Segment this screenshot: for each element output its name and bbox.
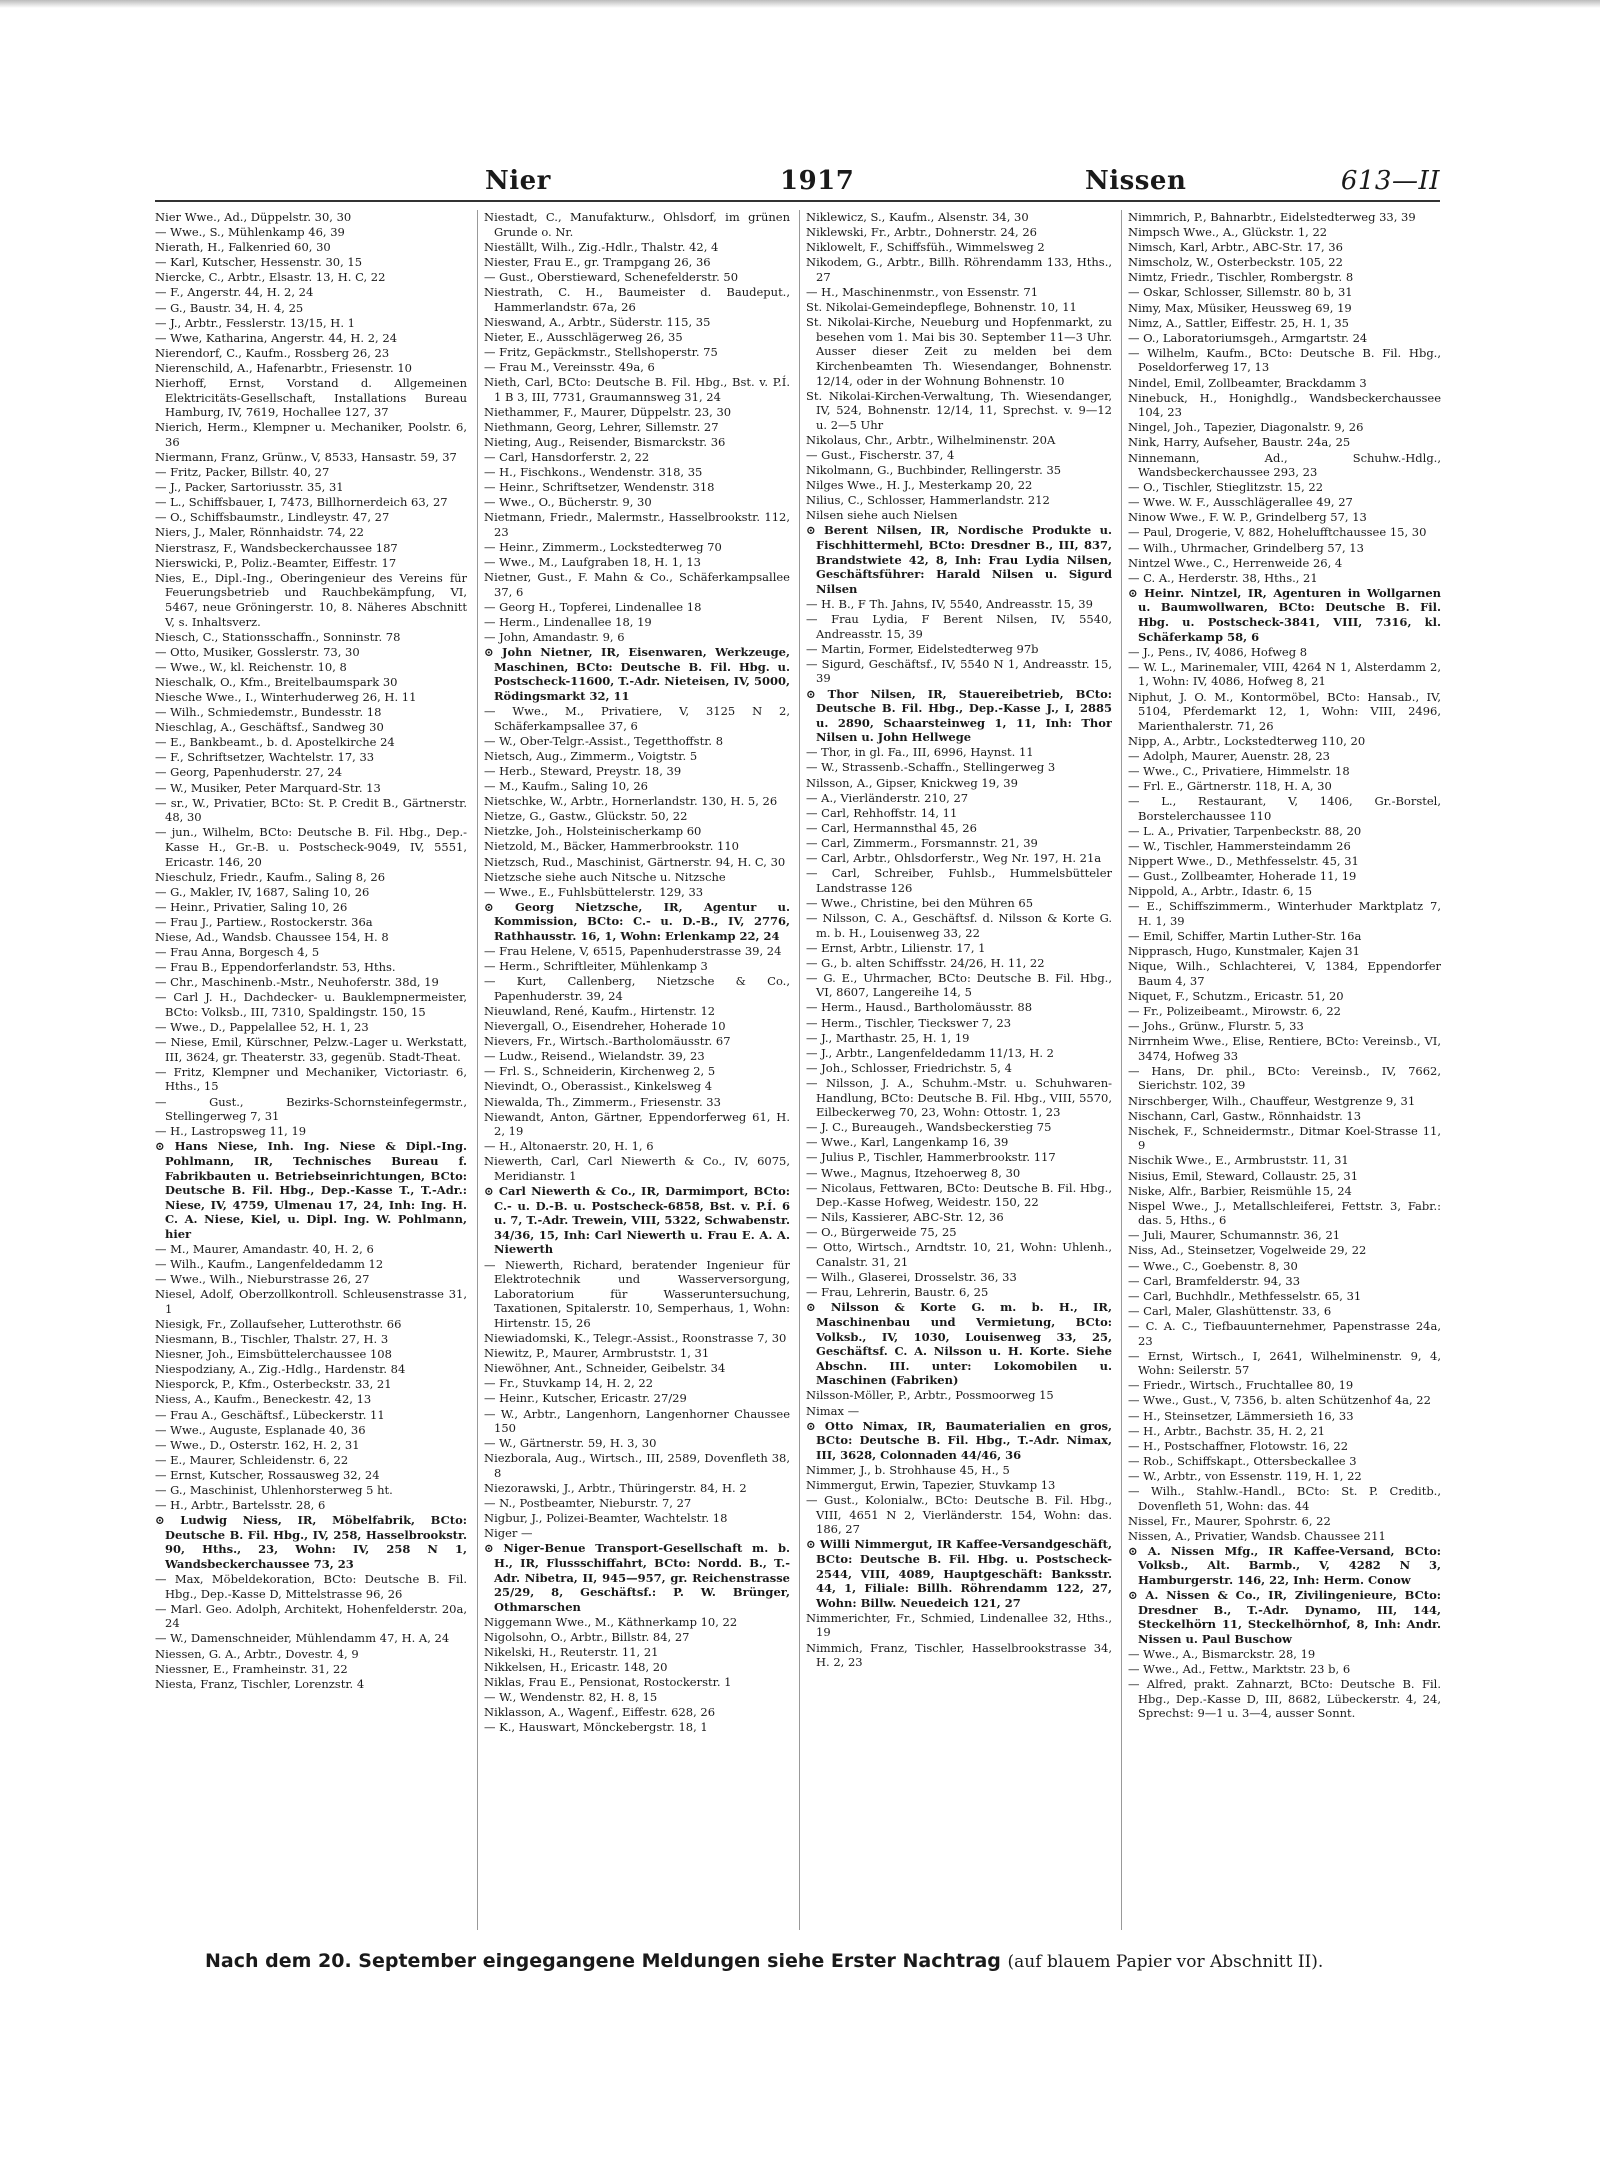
directory-entry: — Frau M., Vereinsstr. 49a, 6 bbox=[484, 359, 655, 374]
directory-entry: — Otto, Musiker, Gosslerstr. 73, 30 bbox=[155, 644, 360, 659]
directory-entry: — G., Maschinist, Uhlenhorsterweg 5 ht. bbox=[155, 1482, 393, 1497]
directory-entry: — Oskar, Schlosser, Sillemstr. 80 b, 31 bbox=[1128, 285, 1353, 300]
directory-entry: Nippold, A., Arbtr., Idastr. 6, 15 bbox=[1128, 884, 1313, 899]
directory-entry: — Wwe., Karl, Langenkamp 16, 39 bbox=[806, 1135, 1009, 1150]
directory-entry: — G., Baustr. 34, H. 4, 25 bbox=[155, 300, 304, 315]
directory-entry: Niermann, Franz, Grünw., V, 8533, Hansastr. 59, 37 bbox=[155, 450, 457, 464]
directory-entry: — Carl, Schreiber, Fuhlsb., Hummelsbütteler Landstrasse 126 bbox=[806, 866, 1112, 895]
directory-entry: — Friedr., Wirtsch., Fruchtallee 80, 19 bbox=[1128, 1378, 1354, 1393]
directory-entry: — H., Postschaffner, Flotowstr. 16, 22 bbox=[1128, 1438, 1349, 1453]
directory-entry: — Carl, Maler, Glashüttenstr. 33, 6 bbox=[1128, 1303, 1332, 1318]
directory-entry: — Marl. Geo. Adolph, Architekt, Hohenfelderstr. 20a, 24 bbox=[155, 1601, 467, 1631]
directory-entry: — Fr., Stuvkamp 14, H. 2, 22 bbox=[484, 1376, 654, 1391]
directory-entry: Nierich, Herm., Klempner u. Mechaniker, Poolstr. 6, 36 bbox=[155, 420, 467, 449]
directory-entry: ⊙ Berent Nilsen, IR, Nordische Produkte u. Fischhittermehl, BCto: Dresdner B., III, 837, Brandstwiete 42, 8, Inh: Frau Lydia Nilsen, Geschäftsführer: Harald Nilsen u. Sigurd Nilsen bbox=[806, 523, 1112, 596]
directory-entry: Niesta, Franz, Tischler, Lorenzstr. 4 bbox=[155, 1676, 365, 1691]
directory-columns bbox=[155, 210, 1440, 1930]
directory-page bbox=[155, 160, 1440, 2060]
directory-entry: — jun., Wilhelm, BCto: Deutsche B. Fil. Hbg., Dep.-Kasse H., Gr.-B. u. Postscheck-9049, IV, 5551, Ericastr. 146, 20 bbox=[155, 825, 467, 869]
directory-entry: — Wilh., Glaserei, Drosselstr. 36, 33 bbox=[806, 1270, 1017, 1285]
directory-entry: Nique, Wilh., Schlachterei, V, 1384, Eppendorfer Baum 4, 37 bbox=[1128, 959, 1441, 988]
directory-entry: Niester, Frau E., gr. Trampgang 26, 36 bbox=[484, 254, 711, 269]
directory-entry: — Heinr., Schriftsetzer, Wendenstr. 318 bbox=[484, 480, 715, 495]
directory-entry: — O., Schiffsbaumstr., Lindleystr. 47, 27 bbox=[155, 510, 390, 525]
directory-entry: Nietzsche siehe auch Nitsche u. Nitzsche bbox=[484, 869, 726, 884]
directory-entry: Niethmann, Georg, Lehrer, Sillemstr. 27 bbox=[484, 419, 719, 434]
directory-entry: — Julius P., Tischler, Hammerbrookstr. 117 bbox=[806, 1150, 1056, 1165]
directory-entry: Nissel, Fr., Maurer, Spohrstr. 6, 22 bbox=[1128, 1513, 1331, 1528]
directory-entry: — G., Makler, IV, 1687, Saling 10, 26 bbox=[155, 884, 370, 899]
directory-entry: ⊙ Willi Nimmergut, IR Kaffee-Versandgeschäft, BCto: Deutsche B. Fil. Hbg. u. Postscheck-2544, VIII, 4089, Hauptgeschäft: Banksstr. 44, 1, Filiale: Billh. Röhrendamm 122, 27, Wohn: Billw. Neuedeich 121, 27 bbox=[806, 1537, 1112, 1610]
directory-entry: ⊙ A. Nissen & Co., IR, Zivilingenieure, BCto: Dresdner B., T.-Adr. Dynamo, III, 144, Steckelhörn 11, Steckelhörnhof, 8, Inh: Andr. Nissen u. Paul Buschow bbox=[1128, 1588, 1441, 1646]
directory-entry: Nierendorf, C., Kaufm., Rossberg 26, 23 bbox=[155, 345, 390, 360]
directory-entry: — Alfred, prakt. Zahnarzt, BCto: Deutsche B. Fil. Hbg., Dep.-Kasse D, III, 8682, Lübeckerstr. 4, 24, Sprechst: 9—1 u. 3—4, ausser Sonnt. bbox=[1128, 1677, 1441, 1721]
directory-entry: Niewöhner, Ant., Schneider, Geibelstr. 34 bbox=[484, 1361, 726, 1376]
directory-entry: Nikelski, H., Reuterstr. 11, 21 bbox=[484, 1645, 659, 1659]
directory-entry: — L., Restaurant, V, 1406, Gr.-Borstel, Borstelerchaussee 110 bbox=[1128, 794, 1441, 823]
directory-entry: Nietzsch, Rud., Maschinist, Gärtnerstr. 94, H. C, 30 bbox=[484, 854, 786, 869]
directory-entry: — A., Vierländerstr. 210, 27 bbox=[806, 790, 969, 805]
directory-entry: — Wwe., A., Bismarckstr. 28, 19 bbox=[1128, 1647, 1316, 1661]
directory-entry: Niewandt, Anton, Gärtner, Eppendorferweg 61, H. 2, 19 bbox=[484, 1109, 790, 1139]
directory-entry: Nilges Wwe., H. J., Mesterkamp 20, 22 bbox=[806, 478, 1033, 493]
directory-entry: Nievindt, O., Oberassist., Kinkelsweg 4 bbox=[484, 1079, 713, 1094]
directory-entry: — Wwe., D., Osterstr. 162, H. 2, 31 bbox=[155, 1437, 360, 1452]
directory-entry: — H., Maschinenmstr., von Essenstr. 71 bbox=[806, 284, 1039, 299]
directory-entry: Nilius, C., Schlosser, Hammerlandstr. 212 bbox=[806, 493, 1050, 508]
directory-entry: — Georg H., Topferei, Lindenallee 18 bbox=[484, 599, 702, 614]
directory-entry: — H., Altonaerstr. 20, H. 1, 6 bbox=[484, 1139, 654, 1154]
directory-entry: — Wwe., Gust., V, 7356, b. alten Schützenhof 4a, 22 bbox=[1128, 1393, 1431, 1408]
directory-entry: — Wilh., Kaufm., Langenfeldedamm 12 bbox=[155, 1257, 384, 1272]
directory-entry: — Wilh., Uhrmacher, Grindelberg 57, 13 bbox=[1128, 540, 1364, 555]
directory-entry: — Carl, Hansdorferstr. 2, 22 bbox=[484, 450, 650, 464]
directory-entry: — W., Damenschneider, Mühlendamm 47, H. A, 24 bbox=[155, 1631, 450, 1646]
directory-entry: Nintzel Wwe., C., Herrenweide 26, 4 bbox=[1128, 555, 1343, 570]
page-header bbox=[155, 160, 1440, 202]
directory-entry: Niespodziany, A., Zig.-Hdlg., Hardenstr. 84 bbox=[155, 1362, 406, 1377]
directory-entry: ⊙ Ludwig Niess, IR, Möbelfabrik, BCto: Deutsche B. Fil. Hbg., IV, 258, Hasselbrookstr. 90, Hths., 23, Wohn: IV, 258 N 1, Wandsbeckerchaussee 73, 23 bbox=[155, 1513, 467, 1571]
column-1 bbox=[155, 210, 467, 1930]
directory-entry: — H., Fischkons., Wendenstr. 318, 35 bbox=[484, 465, 703, 480]
directory-entry: Nierstrasz, F., Wandsbeckerchaussee 187 bbox=[155, 540, 398, 555]
directory-entry: — L. A., Privatier, Tarpenbeckstr. 88, 20 bbox=[1128, 823, 1362, 838]
directory-entry: Nigbur, J., Polizei-Beamter, Wachtelstr. 18 bbox=[484, 1511, 728, 1526]
directory-entry: Nieth, Carl, BCto: Deutsche B. Fil. Hbg., Bst. v. P.Í. 1 B 3, III, 7731, Graumannsweg 31, 24 bbox=[484, 375, 790, 404]
directory-entry: Nier Wwe., Ad., Düppelstr. 30, 30 bbox=[155, 210, 352, 224]
directory-entry: — W., Arbtr., Langenhorn, Langenhorner Chaussee 150 bbox=[484, 1406, 790, 1436]
directory-entry: — Georg, Papenhuderstr. 27, 24 bbox=[155, 765, 343, 780]
directory-entry: — J., Packer, Sartoriusstr. 35, 31 bbox=[155, 480, 344, 495]
directory-entry: — G. E., Uhrmacher, BCto: Deutsche B. Fil. Hbg., VI, 8607, Langereihe 14, 5 bbox=[806, 970, 1112, 1000]
directory-entry: Nink, Harry, Aufseher, Baustr. 24a, 25 bbox=[1128, 435, 1351, 450]
directory-entry: — Juli, Maurer, Schumannstr. 36, 21 bbox=[1128, 1228, 1341, 1243]
directory-entry: Nischann, Carl, Gastw., Rönnhaidstr. 13 bbox=[1128, 1108, 1362, 1123]
directory-entry: Nietner, Gust., F. Mahn & Co., Schäferkampsallee 37, 6 bbox=[484, 570, 790, 599]
directory-entry: Niske, Alfr., Barbier, Reismühle 15, 24 bbox=[1128, 1183, 1352, 1198]
directory-entry: — J., Marthastr. 25, H. 1, 19 bbox=[806, 1030, 970, 1045]
directory-entry: Niklewicz, S., Kaufm., Alsenstr. 34, 30 bbox=[806, 210, 1029, 224]
header-first-name: Nier bbox=[485, 166, 551, 196]
directory-entry: Nigolsohn, O., Arbtr., Billstr. 84, 27 bbox=[484, 1629, 690, 1644]
directory-entry: — O., Laboratoriumsgeh., Armgartstr. 24 bbox=[1128, 330, 1368, 345]
directory-entry: Nikkelsen, H., Ericastr. 148, 20 bbox=[484, 1660, 668, 1675]
directory-entry: — Frl. E., Gärtnerstr. 118, H. A, 30 bbox=[1128, 779, 1332, 794]
directory-entry: Niewitz, P., Maurer, Armbruststr. 1, 31 bbox=[484, 1346, 710, 1361]
directory-entry: — W. L., Marinemaler, VIII, 4264 N 1, Alsterdamm 2, 1, Wohn: IV, 4086, Hofweg 8, 21 bbox=[1128, 659, 1441, 689]
directory-entry: — Gust., Bezirks-Schornsteinfegermstr., Stellingerweg 7, 31 bbox=[155, 1094, 467, 1124]
footer-aside: (auf blauem Papier vor Abschnitt II). bbox=[1007, 1952, 1324, 1972]
directory-entry: — Wwe., Christine, bei den Mühren 65 bbox=[806, 895, 1034, 910]
directory-entry: Niklasson, A., Wagenf., Eiffestr. 628, 26 bbox=[484, 1705, 716, 1720]
directory-entry: Niezborala, Aug., Wirtsch., III, 2589, Dovenfleth 38, 8 bbox=[484, 1451, 790, 1480]
directory-entry: Niethammer, F., Maurer, Düppelstr. 23, 30 bbox=[484, 404, 732, 419]
directory-entry: Nilsson, A., Gipser, Knickweg 19, 39 bbox=[806, 775, 1018, 790]
directory-entry: Nietsch, Aug., Zimmerm., Voigtstr. 5 bbox=[484, 748, 698, 763]
directory-entry: Nimmergut, Erwin, Tapezier, Stuvkamp 13 bbox=[806, 1477, 1056, 1492]
directory-entry: — Chr., Maschinenb.-Mstr., Neuhoferstr. 38d, 19 bbox=[155, 975, 439, 990]
directory-entry: — Adolph, Maurer, Auenstr. 28, 23 bbox=[1128, 748, 1330, 763]
directory-entry: — Carl J. H., Dachdecker- u. Bauklempnermeister, BCto: Volksb., III, 7310, Spaldingstr. 150, 15 bbox=[155, 990, 467, 1019]
directory-entry: — F., Angerstr. 44, H. 2, 24 bbox=[155, 285, 314, 300]
directory-entry: — J., Pens., IV, 4086, Hofweg 8 bbox=[1128, 644, 1308, 659]
directory-entry: ⊙ Nilsson & Korte G. m. b. H., IR, Maschinenbau und Vermietung, BCto: Volksb., IV, 1030, Louisenweg 33, 25, Geschäftsf. C. A. Nilsson u. H. Korte. Siehe Abschn. III. unter: Lokomobilen u. Maschinen (Fabriken) bbox=[806, 1300, 1112, 1388]
directory-entry: — Wwe., M., Privatiere, V, 3125 N 2, Schäferkampsallee 37, 6 bbox=[484, 704, 790, 733]
directory-entry: — Heinr., Zimmerm., Lockstedterweg 70 bbox=[484, 540, 722, 555]
directory-entry: Niger — bbox=[484, 1526, 533, 1541]
directory-entry: — sr., W., Privatier, BCto: St. P. Credit B., Gärtnerstr. 48, 30 bbox=[155, 795, 467, 825]
directory-entry: ⊙ A. Nissen Mfg., IR Kaffee-Versand, BCto: Volksb., Alt. Barmb., V, 4282 N 3, Hamburgerstr. 146, 22, Inh: Herm. Conow bbox=[1128, 1543, 1441, 1588]
directory-entry: — W., Strassenb.-Schaffn., Stellingerweg 3 bbox=[806, 760, 1056, 775]
directory-entry: — W., Tischler, Hammersteindamm 26 bbox=[1128, 838, 1351, 853]
directory-entry: — Herm., Hausd., Bartholomäusstr. 88 bbox=[806, 1000, 1033, 1015]
directory-entry: Niessen, G. A., Arbtr., Dovestr. 4, 9 bbox=[155, 1646, 359, 1661]
directory-entry: — Wwe., Wilh., Nieburstrasse 26, 27 bbox=[155, 1272, 370, 1287]
directory-entry: — C. A., Herderstr. 38, Hths., 21 bbox=[1128, 570, 1318, 585]
directory-entry: — Gust., Zollbeamter, Hoherade 11, 19 bbox=[1128, 869, 1357, 884]
directory-entry: — Wwe., E., Fuhlsbüttelerstr. 129, 33 bbox=[484, 884, 704, 899]
directory-entry: — Emil, Schiffer, Martin Luther-Str. 16a bbox=[1128, 929, 1362, 943]
directory-entry: — W., Arbtr., von Essenstr. 119, H. 1, 22 bbox=[1128, 1468, 1362, 1483]
directory-entry: — Frl. S., Schneiderin, Kirchenweg 2, 5 bbox=[484, 1064, 716, 1079]
directory-entry: ⊙ Carl Niewerth & Co., IR, Darmimport, BCto: C.- u. D.-B. u. Postscheck-6858, Bst. v. P.Í. 6 u. 7, T.-Adr. Trewein, VIII, 5322, Schwabenstr. 34/36, 15, Inh: Carl Niewerth u. Frau E. A. A. Niewerth bbox=[484, 1184, 790, 1257]
directory-entry: — F., Schriftsetzer, Wachtelstr. 17, 33 bbox=[155, 750, 375, 765]
directory-entry: — Ernst, Arbtr., Lilienstr. 17, 1 bbox=[806, 940, 986, 955]
directory-entry: — Herm., Tischler, Tieckswer 7, 23 bbox=[806, 1015, 1012, 1030]
directory-entry: — Joh., Schlosser, Friedrichstr. 5, 4 bbox=[806, 1060, 1012, 1075]
directory-entry: Ninebuck, H., Honighdlg., Wandsbeckerchaussee 104, 23 bbox=[1128, 390, 1441, 420]
directory-entry: — Frau J., Partiew., Rostockerstr. 36a bbox=[155, 914, 373, 929]
directory-entry: Ningel, Joh., Tapezier, Diagonalstr. 9, 26 bbox=[1128, 420, 1364, 435]
directory-entry: — O., Tischler, Stieglitzstr. 15, 22 bbox=[1128, 480, 1324, 495]
directory-entry: ⊙ Georg Nietzsche, IR, Agentur u. Kommission, BCto: C.- u. D.-B., IV, 2776, Rathhausstr. 16, 1, Wohn: Erlenkamp 22, 24 bbox=[484, 899, 790, 943]
directory-entry: — Fr., Polizeibeamt., Mirowstr. 6, 22 bbox=[1128, 1003, 1341, 1018]
directory-entry: Nisius, Emil, Steward, Collaustr. 25, 31 bbox=[1128, 1168, 1359, 1183]
directory-entry: Nieuwland, René, Kaufm., Hirtenstr. 12 bbox=[484, 1003, 716, 1018]
directory-entry: Niese, Ad., Wandsb. Chaussee 154, H. 8 bbox=[155, 930, 389, 944]
directory-entry: — Frau Anna, Borgesch 4, 5 bbox=[155, 945, 320, 960]
directory-entry: — Ludw., Reisend., Wielandstr. 39, 23 bbox=[484, 1049, 705, 1064]
directory-entry: Niers, J., Maler, Rönnhaidstr. 74, 22 bbox=[155, 525, 364, 540]
directory-entry: — Carl, Rehhoffstr. 14, 11 bbox=[806, 805, 958, 820]
directory-entry: Nimax — bbox=[806, 1403, 860, 1418]
directory-entry: Niesigk, Fr., Zollaufseher, Lutterothstr. 66 bbox=[155, 1316, 402, 1331]
directory-entry: ⊙ Otto Nimax, IR, Baumaterialien en gros, BCto: Deutsche B. Fil. Hbg., T.-Adr. Nimax, III, 3628, Colonnaden 44/46, 36 bbox=[806, 1418, 1112, 1462]
directory-entry: Nietzke, Joh., Holsteinischerkamp 60 bbox=[484, 824, 702, 839]
directory-entry: Nimmich, Franz, Tischler, Hasselbrookstrasse 34, H. 2, 23 bbox=[806, 1640, 1112, 1670]
directory-entry: Niklewski, Fr., Arbtr., Dohnerstr. 24, 26 bbox=[806, 225, 1037, 240]
scan-edge bbox=[0, 0, 1600, 8]
directory-entry: — Herm., Lindenallee 18, 19 bbox=[484, 615, 652, 630]
directory-entry: Nindel, Emil, Zollbeamter, Brackdamm 3 bbox=[1128, 375, 1367, 390]
directory-entry: Niesch, C., Stationsschaffn., Sonninstr. 78 bbox=[155, 629, 401, 644]
directory-entry: Niesche Wwe., I., Winterhuderweg 26, H. 11 bbox=[155, 690, 417, 704]
directory-entry: — Gust., Kolonialw., BCto: Deutsche B. Fil. Hbg., VIII, 4651 N 2, Vierländerstr. 154, Wohn: das. 186, 27 bbox=[806, 1493, 1112, 1537]
directory-entry: — Gust., Oberstieward, Schenefelderstr. 50 bbox=[484, 269, 739, 284]
directory-entry: — Wilhelm, Kaufm., BCto: Deutsche B. Fil. Hbg., Poseldorferweg 17, 13 bbox=[1128, 345, 1441, 375]
directory-entry: — W., Musiker, Peter Marquard-Str. 13 bbox=[155, 780, 381, 795]
directory-entry: — Gust., Fischerstr. 37, 4 bbox=[806, 448, 955, 462]
directory-entry: — Wilh., Schmiedemstr., Bundesstr. 18 bbox=[155, 705, 382, 720]
directory-entry: Nischik Wwe., E., Armbruststr. 11, 31 bbox=[1128, 1153, 1349, 1168]
directory-entry: — Frau Lydia, F Berent Nilsen, IV, 5540, Andreasstr. 15, 39 bbox=[806, 612, 1112, 641]
directory-entry: Niphut, J. O. M., Kontormöbel, BCto: Hansab., IV, 5104, Pferdemarkt 12, 1, Wohn: VIII, 2496, Marienthalerstr. 71, 26 bbox=[1128, 689, 1441, 733]
directory-entry: Nierath, H., Falkenried 60, 30 bbox=[155, 240, 331, 255]
header-year: 1917 bbox=[780, 166, 855, 196]
directory-entry: Nierhoff, Ernst, Vorstand d. Allgemeinen Elektricitäts-Gesellschaft, Installations Bureau Hamburg, IV, 7619, Hochallee 127, 37 bbox=[155, 376, 467, 420]
directory-entry: Nippert Wwe., D., Methfesselstr. 45, 31 bbox=[1128, 854, 1359, 869]
directory-entry: — Niese, Emil, Kürschner, Pelzw.-Lager u. Werkstatt, III, 3624, gr. Theaterstr. 33, gegenüb. Stadt-Theat. bbox=[155, 1035, 467, 1064]
directory-entry: — Ernst, Kutscher, Rossausweg 32, 24 bbox=[155, 1467, 380, 1482]
directory-entry: Niessner, E., Framheinstr. 31, 22 bbox=[155, 1661, 348, 1676]
directory-entry: — W., Gärtnerstr. 59, H. 3, 30 bbox=[484, 1436, 657, 1451]
directory-entry: Niess, A., Kaufm., Beneckestr. 42, 13 bbox=[155, 1392, 372, 1407]
directory-entry: — E., Schiffszimmerm., Winterhuder Marktplatz 7, H. 1, 39 bbox=[1128, 899, 1441, 928]
directory-entry: — N., Postbeamter, Nieburstr. 7, 27 bbox=[484, 1496, 692, 1511]
directory-entry: Nilsson-Möller, P., Arbtr., Possmoorweg 15 bbox=[806, 1388, 1054, 1403]
directory-entry: — W., Ober-Telgr.-Assist., Tegetthoffstr. 8 bbox=[484, 733, 724, 748]
directory-entry: Nieter, E., Ausschlägerweg 26, 35 bbox=[484, 329, 683, 344]
directory-entry: — H., Arbtr., Bartelsstr. 28, 6 bbox=[155, 1498, 326, 1513]
directory-entry: Nirschberger, Wilh., Chauffeur, Westgrenze 9, 31 bbox=[1128, 1093, 1416, 1108]
directory-entry: Niestadt, C., Manufakturw., Ohlsdorf, im grünen Grunde o. Nr. bbox=[484, 210, 790, 239]
directory-entry: ⊙ Hans Niese, Inh. Ing. Niese & Dipl.-Ing. Pohlmann, IR, Technisches Bureau f. Fabrikbauten u. Betriebseinrichtungen, BCto: Deutsche B. Fil. Hbg., Dep.-Kasse T., T.-Adr.: Niese, IV, 4759, Ulmenau 17, 24, Inh: Ing. H. C. A. Niese, Kiel, u. Dipl. Ing. W. Pohlmann, hier bbox=[155, 1139, 467, 1241]
directory-entry: Niewalda, Th., Zimmerm., Friesenstr. 33 bbox=[484, 1094, 721, 1109]
directory-entry: — E., Bankbeamt., b. d. Apostelkirche 24 bbox=[155, 735, 395, 750]
directory-entry: Nietmann, Friedr., Malermstr., Hasselbrookstr. 112, 23 bbox=[484, 510, 790, 539]
directory-entry: Nies, E., Dipl.-Ing., Oberingenieur des Vereins für Feuerungsbetrieb und Rauchbekämpfung, VI, 5467, neue Gröningerstr. 10, 8. Näheres Abschnitt V, s. Inhaltsverz. bbox=[155, 570, 467, 629]
directory-entry: — M., Kaufm., Saling 10, 26 bbox=[484, 779, 648, 794]
directory-entry: — K., Hauswart, Mönckebergstr. 18, 1 bbox=[484, 1720, 708, 1735]
directory-entry: — Wwe., M., Laufgraben 18, H. 1, 13 bbox=[484, 555, 701, 570]
column-4 bbox=[1121, 210, 1441, 1930]
directory-entry: — Wilh., Stahlw.-Handl., BCto: St. P. Creditb., Dovenfleth 51, Wohn: das. 44 bbox=[1128, 1483, 1441, 1513]
directory-entry: Nimtz, Friedr., Tischler, Rombergstr. 8 bbox=[1128, 270, 1354, 285]
directory-entry: — Rob., Schiffskapt., Ottersbeckallee 3 bbox=[1128, 1453, 1357, 1468]
footer-note bbox=[205, 1950, 1440, 1972]
directory-entry: — Heinr., Privatier, Saling 10, 26 bbox=[155, 899, 348, 914]
directory-entry: — Nilsson, C. A., Geschäftsf. d. Nilsson & Korte G. m. b. H., Louisenweg 33, 22 bbox=[806, 910, 1112, 940]
directory-entry: — H. B., F Th. Jahns, IV, 5540, Andreasstr. 15, 39 bbox=[806, 596, 1093, 611]
directory-entry: Niesel, Adolf, Oberzollkontroll. Schleusenstrasse 31, 1 bbox=[155, 1287, 467, 1316]
directory-entry: — Wwe., C., Privatiere, Himmelstr. 18 bbox=[1128, 763, 1350, 778]
directory-entry: Nimy, Max, Müsiker, Heussweg 69, 19 bbox=[1128, 300, 1352, 315]
directory-entry: — Carl, Zimmerm., Forsmannstr. 21, 39 bbox=[806, 835, 1038, 850]
directory-entry: Nimscholz, W., Osterbeckstr. 105, 22 bbox=[1128, 255, 1343, 270]
directory-entry: — Fritz, Gepäckmstr., Stellshoperstr. 75 bbox=[484, 344, 718, 359]
directory-entry: — O., Bürgerweide 75, 25 bbox=[806, 1225, 957, 1240]
column-2 bbox=[477, 210, 790, 1930]
directory-entry: — Wwe., Magnus, Itzehoerweg 8, 30 bbox=[806, 1165, 1021, 1180]
directory-entry: St. Nikolai-Gemeindepflege, Bohnenstr. 10, 11 bbox=[806, 300, 1077, 315]
directory-entry: — Wwe., O., Bücherstr. 9, 30 bbox=[484, 495, 652, 510]
directory-entry: Nimsch, Karl, Arbtr., ABC-Str. 17, 36 bbox=[1128, 240, 1343, 255]
directory-entry: — Carl, Bramfelderstr. 94, 33 bbox=[1128, 1273, 1301, 1288]
directory-entry: — Heinr., Kutscher, Ericastr. 27/29 bbox=[484, 1391, 687, 1406]
directory-entry: — H., Lastropsweg 11, 19 bbox=[155, 1124, 307, 1139]
directory-entry: — W., Wendenstr. 82, H. 8, 15 bbox=[484, 1690, 658, 1705]
directory-entry: Nissen, A., Privatier, Wandsb. Chaussee 211 bbox=[1128, 1528, 1386, 1543]
page-number: 613—II bbox=[1340, 166, 1440, 196]
directory-entry: Nimz, A., Sattler, Eiffestr. 25, H. 1, 35 bbox=[1128, 315, 1349, 330]
directory-entry: ⊙ Heinr. Nintzel, IR, Agenturen in Wollgarnen u. Baumwollwaren, BCto: Deutsche B. Fil. Hbg. u. Postscheck-3841, VIII, 7316, kl. Schäferkamp 58, 6 bbox=[1128, 585, 1441, 644]
directory-entry: Nirrnheim Wwe., Elise, Rentiere, BCto: Vereinsb., VI, 3474, Hofweg 33 bbox=[1128, 1034, 1441, 1063]
directory-entry: — Wwe., C., Goebenstr. 8, 30 bbox=[1128, 1258, 1298, 1273]
directory-entry: Nischek, F., Schneidermstr., Ditmar Koel-Strasse 11, 9 bbox=[1128, 1123, 1441, 1153]
directory-entry: — Ernst, Wirtsch., I, 2641, Wilhelminenstr. 9, 4, Wohn: Seilerstr. 57 bbox=[1128, 1348, 1441, 1378]
directory-entry: Ninow Wwe., F. W. P., Grindelberg 57, 13 bbox=[1128, 510, 1367, 525]
directory-entry: — Frau A., Geschäftsf., Lübeckerstr. 11 bbox=[155, 1407, 385, 1422]
directory-entry: — Frau, Lehrerin, Baustr. 6, 25 bbox=[806, 1285, 989, 1300]
directory-entry: — Hans, Dr. phil., BCto: Vereinsb., IV, 7662, Sierichstr. 102, 39 bbox=[1128, 1063, 1441, 1093]
directory-entry: Nikolaus, Chr., Arbtr., Wilhelminenstr. 20A bbox=[806, 432, 1056, 447]
directory-entry: Nikolmann, G., Buchbinder, Rellingerstr. 35 bbox=[806, 463, 1062, 478]
directory-entry: — Fritz, Packer, Billstr. 40, 27 bbox=[155, 465, 330, 480]
directory-entry: — Carl, Buchhdlr., Methfesselstr. 65, 31 bbox=[1128, 1288, 1362, 1303]
directory-entry: Niezorawski, J., Arbtr., Thüringerstr. 84, H. 2 bbox=[484, 1480, 747, 1495]
directory-entry: — Nils, Kassierer, ABC-Str. 12, 36 bbox=[806, 1210, 1004, 1225]
directory-entry: — G., b. alten Schiffsstr. 24/26, H. 11, 22 bbox=[806, 955, 1045, 970]
directory-entry: Nieschlag, A., Geschäftsf., Sandweg 30 bbox=[155, 720, 384, 735]
directory-entry: Nieschalk, O., Kfm., Breitelbaumspark 30 bbox=[155, 674, 398, 689]
directory-entry: Nierenschild, A., Hafenarbtr., Friesenstr. 10 bbox=[155, 360, 412, 375]
directory-entry: Niss, Ad., Steinsetzer, Vogelweide 29, 22 bbox=[1128, 1243, 1367, 1258]
directory-entry: — Frau Helene, V, 6515, Papenhuderstrasse 39, 24 bbox=[484, 944, 782, 959]
directory-entry: Niewiadomski, K., Telegr.-Assist., Roonstrasse 7, 30 bbox=[484, 1331, 787, 1346]
directory-entry: — Wwe., D., Pappelallee 52, H. 1, 23 bbox=[155, 1020, 369, 1035]
directory-entry: Niquet, F., Schutzm., Ericastr. 51, 20 bbox=[1128, 988, 1344, 1003]
directory-entry: Niesporck, P., Kfm., Osterbeckstr. 33, 21 bbox=[155, 1377, 392, 1392]
directory-entry: Niggemann Wwe., M., Käthnerkamp 10, 22 bbox=[484, 1614, 738, 1629]
directory-entry: ⊙ John Nietner, IR, Eisenwaren, Werkzeuge, Maschinen, BCto: Deutsche B. Fil. Hbg. u. Postscheck-11600, T.-Adr. Nieteisen, IV, 5000, Rödingsmarkt 32, 11 bbox=[484, 645, 790, 703]
directory-entry: Nimmer, J., b. Strohhause 45, H., 5 bbox=[806, 1462, 1010, 1477]
directory-entry: Nilsen siehe auch Nielsen bbox=[806, 508, 958, 523]
directory-entry: Nierswicki, P., Poliz.-Beamter, Eiffestr. 17 bbox=[155, 555, 397, 570]
directory-entry: — Wwe, Katharina, Angerstr. 44, H. 2, 24 bbox=[155, 330, 398, 345]
directory-entry: — Wwe. W. F., Ausschlägerallee 49, 27 bbox=[1128, 495, 1353, 510]
directory-entry: — Frau B., Eppendorferlandstr. 53, Hths. bbox=[155, 960, 396, 975]
directory-entry: Nispel Wwe., J., Metallschleiferei, Fettstr. 3, Fabr.: das. 5, Hths., 6 bbox=[1128, 1198, 1441, 1228]
directory-entry: ⊙ Niger-Benue Transport-Gesellschaft m. b. H., IR, Flussschiffahrt, BCto: Nordd. B., T.-Adr. Nibetra, II, 945—957, gr. Reichenstrasse 25/29, 8, Geschäftsf.: P. W. Brünger, Othmarschen bbox=[484, 1541, 790, 1614]
directory-entry: — Niewerth, Richard, beratender Ingenieur für Elektrotechnik und Wasserversorgung, Laboratorium für Wasseruntersuchung, Taxationen, Spitalerstr. 10, Semperhaus, 1, Wohn: Hirtenstr. 15, 26 bbox=[484, 1257, 790, 1330]
directory-entry: — Otto, Wirtsch., Arndtstr. 10, 21, Wohn: Uhlenh., Canalstr. 31, 21 bbox=[806, 1240, 1112, 1270]
directory-entry: St. Nikolai-Kirchen-Verwaltung, Th. Wiesendanger, IV, 524, Bohnenstr. 12/14, 11, Sprechst. v. 9—12 u. 2—5 Uhr bbox=[806, 388, 1112, 432]
directory-entry: Nieställt, Wilh., Zig.-Hdlr., Thalstr. 42, 4 bbox=[484, 239, 719, 254]
directory-entry: — C. A. C., Tiefbauunternehmer, Papenstrasse 24a, 23 bbox=[1128, 1318, 1441, 1348]
directory-entry: Nipp, A., Arbtr., Lockstedterweg 110, 20 bbox=[1128, 733, 1366, 748]
directory-entry: Nievergall, O., Eisendreher, Hoherade 10 bbox=[484, 1019, 726, 1034]
directory-entry: Nimmerichter, Fr., Schmied, Lindenallee 32, Hths., 19 bbox=[806, 1610, 1112, 1640]
directory-entry: — J., Arbtr., Langenfeldedamm 11/13, H. 2 bbox=[806, 1045, 1054, 1060]
directory-entry: — J., Arbtr., Fesslerstr. 13/15, H. 1 bbox=[155, 315, 355, 330]
directory-entry: Niesmann, B., Tischler, Thalstr. 27, H. 3 bbox=[155, 1332, 389, 1347]
directory-entry: Nietschke, W., Arbtr., Hornerlandstr. 130, H. 5, 26 bbox=[484, 794, 778, 809]
directory-entry: — Paul, Drogerie, V, 882, Hohelufftchaussee 15, 30 bbox=[1128, 525, 1427, 540]
directory-entry: — Nicolaus, Fettwaren, BCto: Deutsche B. Fil. Hbg., Dep.-Kasse Hofweg, Weidestr. 150, 22 bbox=[806, 1180, 1112, 1210]
directory-entry: Nimpsch Wwe., A., Glückstr. 1, 22 bbox=[1128, 225, 1328, 240]
directory-entry: Niestrath, C. H., Baumeister d. Baudeput., Hammerlandstr. 67a, 26 bbox=[484, 284, 790, 314]
directory-entry: Nieting, Aug., Reisender, Bismarckstr. 36 bbox=[484, 434, 726, 449]
directory-entry: Niercke, C., Arbtr., Elsastr. 13, H. C, 22 bbox=[155, 270, 386, 285]
directory-entry: — H., Steinsetzer, Lämmersieth 16, 33 bbox=[1128, 1408, 1354, 1423]
directory-entry: — John, Amandastr. 9, 6 bbox=[484, 630, 625, 645]
directory-entry: Nimmrich, P., Bahnarbtr., Eidelstedterweg 33, 39 bbox=[1128, 210, 1416, 224]
directory-entry: — Thor, in gl. Fa., III, 6996, Haynst. 11 bbox=[806, 745, 1034, 760]
directory-entry: St. Nikolai-Kirche, Neueburg und Hopfenmarkt, zu besehen vom 1. Mai bis 30. September 11—3 Uhr. Ausser dieser Zeit zu melden bei dem Kirchenbeamten Th. Wiesendanger, Bohnenstr. 12/14, oder in der Wohnung Bohnenstr. 10 bbox=[806, 315, 1112, 388]
directory-entry: Niklas, Frau E., Pensionat, Rostockerstr. 1 bbox=[484, 1675, 732, 1690]
directory-entry: Niesner, Joh., Eimsbüttelerchaussee 108 bbox=[155, 1347, 392, 1362]
directory-entry: Nikodem, G., Arbtr., Billh. Röhrendamm 133, Hths., 27 bbox=[806, 255, 1112, 284]
directory-entry: — Karl, Kutscher, Hessenstr. 30, 15 bbox=[155, 255, 363, 270]
directory-entry: — Max, Möbeldekoration, BCto: Deutsche B. Fil. Hbg., Dep.-Kasse D, Mittelstrasse 96, 26 bbox=[155, 1572, 467, 1601]
directory-entry: — Wwe., W., kl. Reichenstr. 10, 8 bbox=[155, 659, 347, 674]
directory-entry: — J. C., Bureaugeh., Wandsbeckerstieg 75 bbox=[806, 1120, 1052, 1135]
directory-entry: Nieswand, A., Arbtr., Süderstr. 115, 35 bbox=[484, 314, 711, 329]
directory-entry: — M., Maurer, Amandastr. 40, H. 2, 6 bbox=[155, 1241, 374, 1256]
directory-entry: Nipprasch, Hugo, Kunstmaler, Kajen 31 bbox=[1128, 944, 1360, 959]
directory-entry: — Wwe., Ad., Fettw., Marktstr. 23 b, 6 bbox=[1128, 1662, 1351, 1677]
directory-entry: — Fritz, Klempner und Mechaniker, Victoriastr. 6, Hths., 15 bbox=[155, 1064, 467, 1094]
directory-entry: — Wwe., Auguste, Esplanade 40, 36 bbox=[155, 1422, 366, 1437]
directory-entry: — Johs., Grünw., Flurstr. 5, 33 bbox=[1128, 1019, 1304, 1034]
directory-entry: Nieschulz, Friedr., Kaufm., Saling 8, 26 bbox=[155, 869, 386, 884]
directory-entry: Nietzold, M., Bäcker, Hammerbrookstr. 110 bbox=[484, 839, 739, 854]
directory-entry: — H., Arbtr., Bachstr. 35, H. 2, 21 bbox=[1128, 1423, 1325, 1438]
directory-entry: Niewerth, Carl, Carl Niewerth & Co., IV, 6075, Meridianstr. 1 bbox=[484, 1154, 790, 1183]
directory-entry: — Herb., Steward, Preystr. 18, 39 bbox=[484, 763, 682, 778]
directory-entry: Niklowelt, F., Schiffsfüh., Wimmelsweg 2 bbox=[806, 240, 1045, 255]
directory-entry: ⊙ Thor Nilsen, IR, Stauereibetrieb, BCto: Deutsche B. Fil. Hbg., Dep.-Kasse J., I, 2885 u. 2890, Schaarsteinweg 1, 11, Inh: Thor Nilsen u. John Hellwege bbox=[806, 686, 1112, 745]
directory-entry: Nievers, Fr., Wirtsch.-Bartholomäusstr. 67 bbox=[484, 1034, 731, 1049]
directory-entry: — Martin, Former, Eidelstedterweg 97b bbox=[806, 641, 1039, 656]
directory-entry: — Carl, Hermannsthal 45, 26 bbox=[806, 820, 977, 835]
directory-entry: — L., Schiffsbauer, I, 7473, Billhornerdeich 63, 27 bbox=[155, 495, 448, 510]
directory-entry: Nietze, G., Gastw., Glückstr. 50, 22 bbox=[484, 809, 688, 824]
directory-entry: — Sigurd, Geschäftsf., IV, 5540 N 1, Andreasstr. 15, 39 bbox=[806, 656, 1112, 686]
directory-entry: — Herm., Schriftleiter, Mühlenkamp 3 bbox=[484, 959, 708, 974]
directory-entry: — Carl, Arbtr., Ohlsdorferstr., Weg Nr. 197, H. 21a bbox=[806, 851, 1102, 866]
directory-entry: — E., Maurer, Schleidenstr. 6, 22 bbox=[155, 1452, 349, 1467]
footer-main: Nach dem 20. September eingegangene Meldungen siehe Erster Nachtrag bbox=[205, 1950, 1001, 1972]
header-last-name: Nissen bbox=[1085, 166, 1187, 196]
directory-entry: Ninnemann, Ad., Schuhw.-Hdlg., Wandsbeckerchaussee 293, 23 bbox=[1128, 450, 1441, 480]
column-3 bbox=[799, 210, 1112, 1930]
directory-entry: — Wwe., S., Mühlenkamp 46, 39 bbox=[155, 225, 345, 240]
directory-entry: — Nilsson, J. A., Schuhm.-Mstr. u. Schuhwaren-Handlung, BCto: Deutsche B. Fil. Hbg., VIII, 5570, Eilbeckerweg 70, 23, Wohn: Ottostr. 1, 23 bbox=[806, 1075, 1112, 1120]
directory-entry: — Kurt, Callenberg, Nietzsche & Co., Papenhuderstr. 39, 24 bbox=[484, 974, 790, 1003]
